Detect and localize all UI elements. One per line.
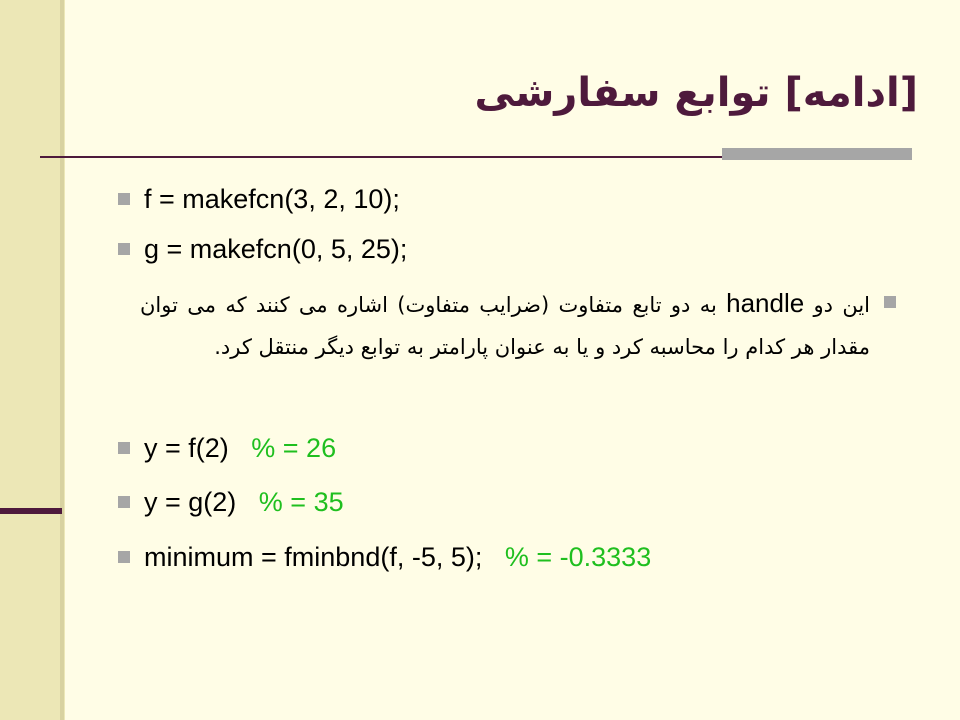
bullet-marker <box>118 193 130 205</box>
paragraph-handle-word: handle <box>726 288 805 318</box>
code-comment: % = -0.3333 <box>504 542 652 572</box>
code-comment: % = 26 <box>251 433 337 463</box>
bullet-marker <box>884 296 896 308</box>
code-line-minimum <box>144 542 651 572</box>
side-accent-bar <box>0 508 62 514</box>
explanation-paragraph <box>140 282 870 368</box>
code-text: y = g(2) <box>144 487 259 517</box>
bullet-marker <box>118 551 130 563</box>
code-text: f = makefcn(3, 2, 10); <box>144 184 400 214</box>
paragraph-text-after: به دو تابع متفاوت (ضرایب متفاوت) اشاره می کنند که می توان مقدار هر کدام را محاسبه کرد و یا به عنوان پارامتر به توابع دیگر منتقل کرد. <box>140 293 870 359</box>
code-line-yg <box>144 487 344 517</box>
code-comment: % = 35 <box>258 487 344 517</box>
code-line-g <box>144 234 407 264</box>
code-text: y = f(2) <box>144 433 252 463</box>
bullet-marker <box>118 496 130 508</box>
code-text: minimum = fminbnd(f, -5, 5); <box>144 542 505 572</box>
bullet-marker <box>118 243 130 255</box>
bullet-marker <box>118 442 130 454</box>
code-text: g = makefcn(0, 5, 25); <box>144 234 408 264</box>
code-line-yf <box>144 433 336 463</box>
side-decoration-band <box>0 0 65 720</box>
slide-title: [ادامه] توابع سفارشی <box>474 70 918 116</box>
title-accent-bar <box>722 148 912 160</box>
side-decoration-rule <box>60 0 64 720</box>
paragraph-text-before: این دو <box>804 293 871 317</box>
code-line-f <box>144 184 400 214</box>
